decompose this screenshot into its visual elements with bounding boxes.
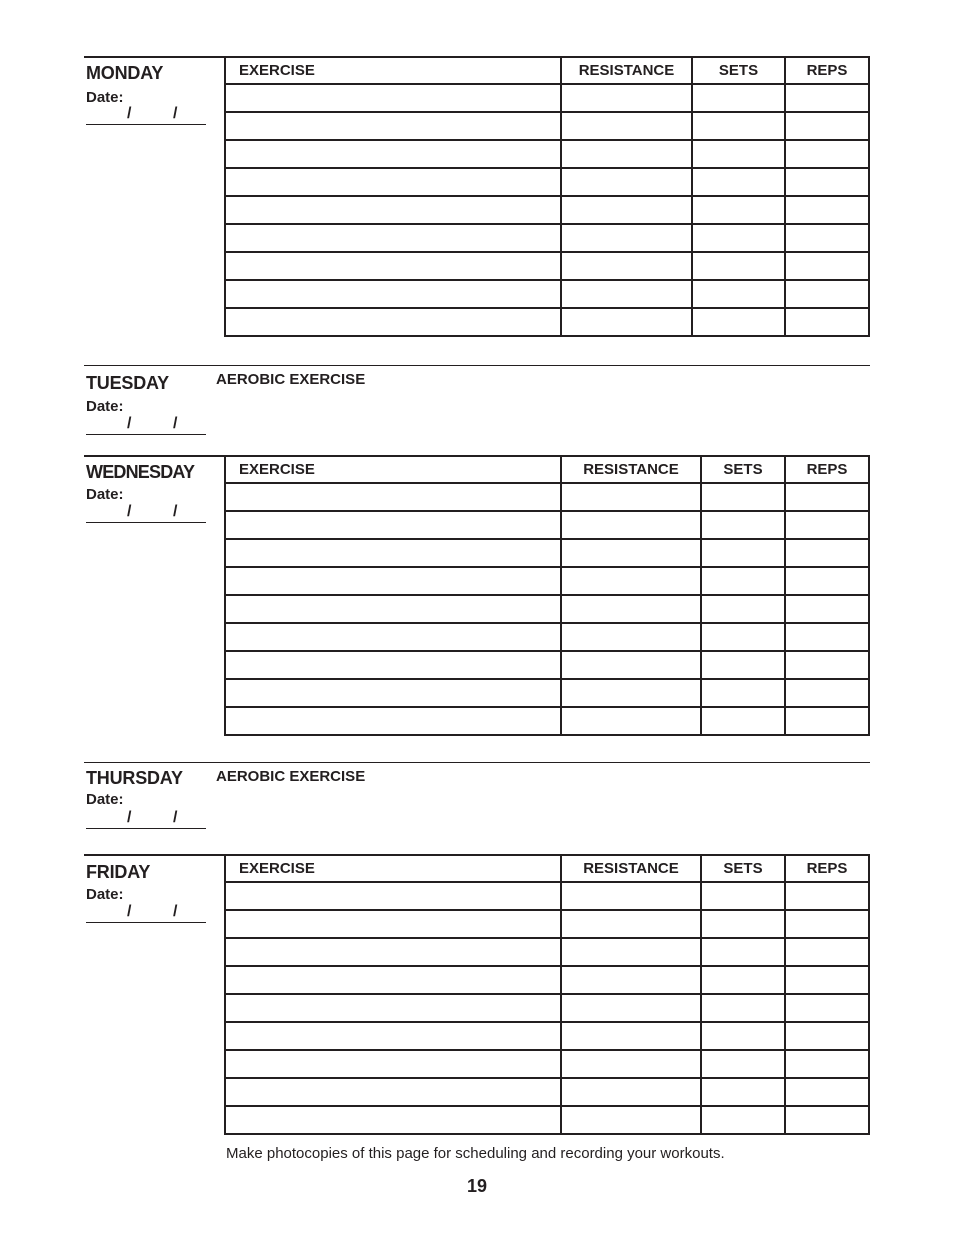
reps-cell[interactable] [785, 224, 869, 252]
exercise-cell[interactable] [225, 252, 561, 280]
exercise-cell[interactable] [225, 1078, 561, 1106]
resistance-cell[interactable] [561, 595, 701, 623]
friday-table-body [225, 882, 869, 1134]
sets-cell[interactable] [701, 966, 785, 994]
table-row [225, 483, 869, 511]
date-slash: / [173, 503, 178, 520]
friday-date-label: Date: [86, 886, 124, 903]
date-slash: / [127, 903, 132, 920]
reps-cell[interactable] [785, 483, 869, 511]
reps-cell[interactable] [785, 938, 869, 966]
reps-cell[interactable] [785, 1078, 869, 1106]
table-row [225, 651, 869, 679]
exercise-cell[interactable] [225, 966, 561, 994]
thursday-aerobic-label: AEROBIC EXERCISE [216, 768, 366, 785]
resistance-cell[interactable] [561, 1106, 701, 1134]
sets-cell[interactable] [692, 168, 785, 196]
resistance-cell[interactable] [561, 567, 701, 595]
sets-header: SETS [692, 57, 785, 84]
sets-cell[interactable] [701, 539, 785, 567]
sets-cell[interactable] [701, 651, 785, 679]
exercise-cell[interactable] [225, 84, 561, 112]
exercise-header: EXERCISE [225, 456, 561, 483]
exercise-cell[interactable] [225, 1022, 561, 1050]
exercise-cell[interactable] [225, 511, 561, 539]
monday-date-field[interactable] [86, 106, 206, 125]
resistance-cell[interactable] [561, 84, 692, 112]
thursday-title: THURSDAY [86, 768, 183, 788]
page-number: 19 [466, 1176, 488, 1196]
reps-cell[interactable] [785, 651, 869, 679]
date-slash: / [127, 503, 132, 520]
reps-cell[interactable] [785, 539, 869, 567]
monday-date-label: Date: [86, 89, 124, 106]
reps-cell[interactable] [785, 1022, 869, 1050]
exercise-cell[interactable] [225, 196, 561, 224]
sets-header: SETS [701, 855, 785, 882]
reps-cell[interactable] [785, 1050, 869, 1078]
resistance-cell[interactable] [561, 882, 701, 910]
exercise-cell[interactable] [225, 168, 561, 196]
resistance-cell[interactable] [561, 280, 692, 308]
resistance-cell[interactable] [561, 938, 701, 966]
table-row [225, 1050, 869, 1078]
sets-cell[interactable] [701, 910, 785, 938]
reps-cell[interactable] [785, 882, 869, 910]
reps-cell[interactable] [785, 112, 869, 140]
resistance-cell[interactable] [561, 679, 701, 707]
table-row [225, 112, 869, 140]
wednesday-date-label: Date: [86, 486, 124, 503]
sets-cell[interactable] [701, 1050, 785, 1078]
sets-cell[interactable] [692, 84, 785, 112]
table-row [225, 308, 869, 336]
reps-cell[interactable] [785, 910, 869, 938]
date-slash: / [173, 105, 178, 122]
reps-cell[interactable] [785, 595, 869, 623]
exercise-cell[interactable] [225, 994, 561, 1022]
resistance-cell[interactable] [561, 539, 701, 567]
reps-cell[interactable] [785, 994, 869, 1022]
resistance-cell[interactable] [561, 168, 692, 196]
date-slash: / [173, 903, 178, 920]
table-row [225, 140, 869, 168]
sets-cell[interactable] [692, 224, 785, 252]
table-row [225, 966, 869, 994]
exercise-cell[interactable] [225, 707, 561, 735]
reps-header: REPS [785, 456, 869, 483]
table-header-row [225, 855, 869, 882]
table-row [225, 539, 869, 567]
date-slash: / [173, 415, 178, 432]
resistance-header: RESISTANCE [561, 855, 701, 882]
sets-cell[interactable] [692, 196, 785, 224]
table-row [225, 1078, 869, 1106]
resistance-cell[interactable] [561, 196, 692, 224]
table-row [225, 196, 869, 224]
exercise-cell[interactable] [225, 483, 561, 511]
reps-cell[interactable] [785, 308, 869, 336]
monday-exercise-table [224, 57, 870, 337]
exercise-cell[interactable] [225, 308, 561, 336]
table-header-row [225, 57, 869, 84]
monday-table-body [225, 84, 869, 336]
table-row [225, 994, 869, 1022]
table-row [225, 168, 869, 196]
sets-cell[interactable] [692, 112, 785, 140]
tuesday-title: TUESDAY [86, 373, 169, 393]
friday-date-field[interactable] [86, 904, 206, 923]
exercise-cell[interactable] [225, 651, 561, 679]
table-row [225, 595, 869, 623]
table-row [225, 224, 869, 252]
exercise-header: EXERCISE [225, 57, 561, 84]
thursday-rule [84, 762, 870, 763]
exercise-cell[interactable] [225, 595, 561, 623]
date-slash: / [173, 809, 178, 826]
reps-cell[interactable] [785, 623, 869, 651]
sets-cell[interactable] [701, 1106, 785, 1134]
table-row [225, 1022, 869, 1050]
date-slash: / [127, 809, 132, 826]
sets-cell[interactable] [701, 1078, 785, 1106]
reps-cell[interactable] [785, 252, 869, 280]
reps-cell[interactable] [785, 567, 869, 595]
friday-title: FRIDAY [86, 862, 151, 882]
sets-cell[interactable] [692, 140, 785, 168]
reps-cell[interactable] [785, 679, 869, 707]
table-row [225, 623, 869, 651]
table-row [225, 882, 869, 910]
resistance-cell[interactable] [561, 1078, 701, 1106]
exercise-cell[interactable] [225, 679, 561, 707]
sets-cell[interactable] [701, 567, 785, 595]
sets-cell[interactable] [701, 882, 785, 910]
tuesday-date-field[interactable] [86, 416, 206, 435]
resistance-cell[interactable] [561, 308, 692, 336]
sets-cell[interactable] [701, 707, 785, 735]
reps-cell[interactable] [785, 511, 869, 539]
table-row [225, 252, 869, 280]
sets-cell[interactable] [701, 511, 785, 539]
reps-header: REPS [785, 57, 869, 84]
reps-cell[interactable] [785, 1106, 869, 1134]
resistance-header: RESISTANCE [561, 456, 701, 483]
sets-cell[interactable] [701, 994, 785, 1022]
exercise-cell[interactable] [225, 910, 561, 938]
reps-cell[interactable] [785, 707, 869, 735]
exercise-cell[interactable] [225, 938, 561, 966]
resistance-cell[interactable] [561, 651, 701, 679]
sets-cell[interactable] [692, 308, 785, 336]
resistance-cell[interactable] [561, 511, 701, 539]
resistance-cell[interactable] [561, 966, 701, 994]
resistance-cell[interactable] [561, 994, 701, 1022]
table-header-row [225, 456, 869, 483]
exercise-cell[interactable] [225, 539, 561, 567]
resistance-header: RESISTANCE [561, 57, 692, 84]
exercise-header: EXERCISE [225, 855, 561, 882]
wednesday-date-field[interactable] [86, 504, 206, 523]
exercise-cell[interactable] [225, 567, 561, 595]
table-row [225, 280, 869, 308]
sets-header: SETS [701, 456, 785, 483]
thursday-date-label: Date: [86, 791, 124, 808]
resistance-cell[interactable] [561, 1022, 701, 1050]
table-row [225, 679, 869, 707]
resistance-cell[interactable] [561, 140, 692, 168]
reps-header: REPS [785, 855, 869, 882]
resistance-cell[interactable] [561, 707, 701, 735]
exercise-cell[interactable] [225, 1106, 561, 1134]
sets-cell[interactable] [692, 252, 785, 280]
tuesday-date-label: Date: [86, 398, 124, 415]
table-row [225, 707, 869, 735]
exercise-cell[interactable] [225, 280, 561, 308]
sets-cell[interactable] [701, 679, 785, 707]
reps-cell[interactable] [785, 84, 869, 112]
monday-title: MONDAY [86, 63, 164, 83]
thursday-date-field[interactable] [86, 810, 206, 829]
exercise-cell[interactable] [225, 1050, 561, 1078]
sets-cell[interactable] [701, 595, 785, 623]
friday-exercise-table [224, 855, 870, 1135]
wednesday-table-body [225, 483, 869, 735]
wednesday-title: WEDNESDAY [86, 462, 195, 482]
sets-cell[interactable] [701, 483, 785, 511]
resistance-cell[interactable] [561, 112, 692, 140]
resistance-cell[interactable] [561, 483, 701, 511]
exercise-cell[interactable] [225, 224, 561, 252]
date-slash: / [127, 105, 132, 122]
wednesday-exercise-table [224, 456, 870, 736]
exercise-cell[interactable] [225, 882, 561, 910]
tuesday-rule [84, 365, 870, 366]
table-row [225, 938, 869, 966]
table-row [225, 910, 869, 938]
sets-cell[interactable] [692, 280, 785, 308]
date-slash: / [127, 415, 132, 432]
resistance-cell[interactable] [561, 1050, 701, 1078]
resistance-cell[interactable] [561, 623, 701, 651]
exercise-cell[interactable] [225, 623, 561, 651]
sets-cell[interactable] [701, 623, 785, 651]
exercise-cell[interactable] [225, 112, 561, 140]
table-row [225, 567, 869, 595]
reps-cell[interactable] [785, 280, 869, 308]
sets-cell[interactable] [701, 938, 785, 966]
table-row [225, 511, 869, 539]
resistance-cell[interactable] [561, 910, 701, 938]
reps-cell[interactable] [785, 140, 869, 168]
resistance-cell[interactable] [561, 224, 692, 252]
photocopy-note: Make photocopies of this page for scheduling and recording your workouts. [226, 1145, 725, 1162]
table-row [225, 1106, 869, 1134]
reps-cell[interactable] [785, 168, 869, 196]
reps-cell[interactable] [785, 196, 869, 224]
table-row [225, 84, 869, 112]
reps-cell[interactable] [785, 966, 869, 994]
sets-cell[interactable] [701, 1022, 785, 1050]
resistance-cell[interactable] [561, 252, 692, 280]
tuesday-aerobic-label: AEROBIC EXERCISE [216, 371, 366, 388]
exercise-cell[interactable] [225, 140, 561, 168]
